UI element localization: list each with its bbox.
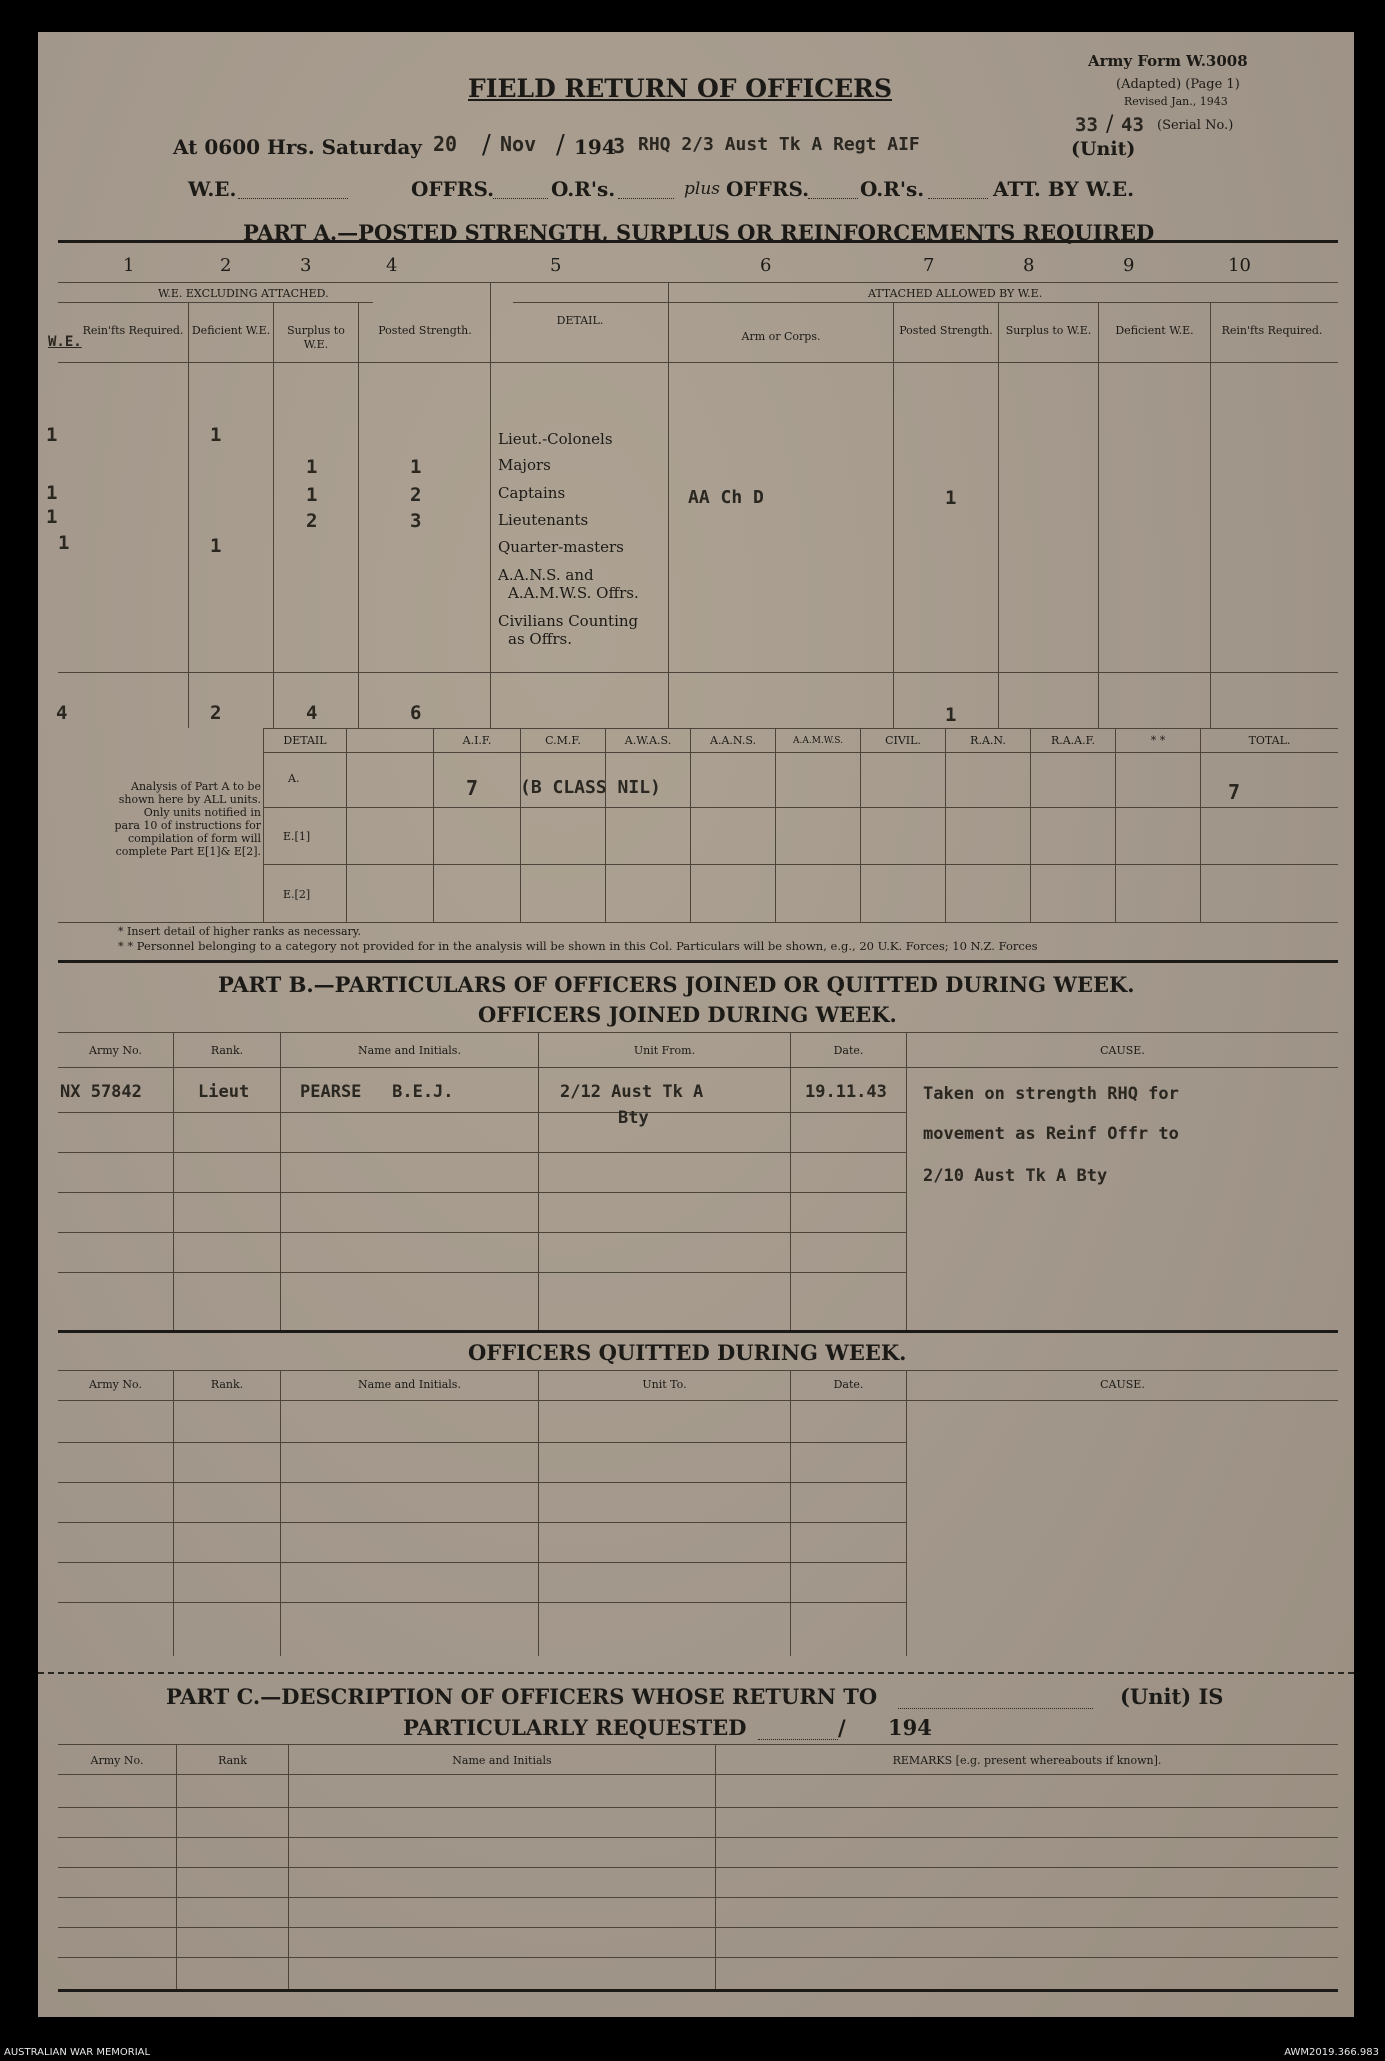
part-c-col-name: Name and Initials [452,1754,552,1767]
analysis-note: Analysis of Part A to be shown here by ALL units. Only units notified in para 10 of instructions for compilation of form will complete Part E[1]& E[2]. [114,780,261,858]
joined-col-army-no: Army No. [89,1044,142,1057]
total-posted: 6 [410,702,422,724]
serial-a: 33 [1075,114,1098,136]
rank-quartermasters: Quarter-masters [498,538,624,556]
att-surplus-header: Surplus to W.E. [1005,324,1092,337]
posted-entry-2: 2 [410,484,422,506]
quitted-col-unit-to: Unit To. [642,1378,687,1391]
analysis-cmf-value: (B CLASS NIL) [520,777,661,798]
ors-label: O.R's. [551,177,616,201]
serial-b: 43 [1121,114,1144,136]
rank-aans: A.A.N.S. and [498,566,594,584]
part-c-unit: (Unit) IS [1120,1684,1224,1709]
quitted-col-date: Date. [833,1378,864,1391]
joined-cause-2: movement as Reinf Offr to [923,1124,1179,1144]
arm-corps-header: Arm or Corps. [741,330,821,343]
return-month: Nov [500,132,537,156]
form-title: FIELD RETURN OF OFFICERS [468,74,893,103]
reinf-required-header: Rein'fts Required. [82,324,184,337]
footnote-2: * * Personnel belonging to a category not provided for in the analysis will be shown in this Col. Particulars will be shown, e.g., 20 U.K. Forces; 10 N.Z. Forces [118,939,1038,953]
rank-civilians: Civilians Counting [498,612,639,630]
joined-col-name: Name and Initials. [358,1044,461,1057]
part-a-heading: PART A.—POSTED STRENGTH, SURPLUS OR REINFORCEMENTS REQUIRED [243,220,1155,245]
unit-name: RHQ 2/3 Aust Tk A Regt AIF [638,134,920,155]
posted-header: Posted Strength. [378,324,472,337]
analysis-head-aamws: A.A.M.W.S. [792,736,844,746]
return-day: 20 [433,132,458,156]
total-surplus: 4 [306,702,318,724]
detail-header: DETAIL. [556,314,604,327]
analysis-head-other: * * [1150,734,1166,747]
deficient-entry-1: 1 [210,424,222,446]
unit-label: (Unit) [1071,138,1136,160]
joined-cause-3: 2/10 Aust Tk A Bty [923,1166,1108,1186]
surplus-header: Surplus to W.E. [287,324,345,351]
surplus-entry-1: 1 [306,456,318,478]
joined-cause-1: Taken on strength RHQ for [923,1084,1179,1104]
quitted-col-army-no: Army No. [89,1378,142,1391]
reinf-entry-3: 1 [46,506,58,528]
joined-army-no: NX 57842 [60,1082,142,1102]
form-sheet: Army Form W.3008 (Adapted) (Page 1) Revised Jan., 1943 FIELD RETURN OF OFFICERS At 0600 Hrs. Saturday 20 / Nov / 194 3 RHQ 2/3 Aust Tk A Regt AIF (Unit) 33 / 43 (Serial No.) W.E. OFFRS. O.R's. plus OFFRS. O.R's. ATT. BY W.E. PART A.—POSTED STRENGTH, SURPLUS OR REINFORCEMENTS REQUIRED 1 2 3 4 5 6 7 8 9 10 W.E. EXCLUDING ATTACHED. ATTACHED ALLOWED BY W.E. Rein'fts Required. Deficient W.E. Surplus to W.E. Posted Strength. DETAIL. Arm or Corps. Posted Strength. Surplus to W.E. Deficient W.E. Rein'fts Required. W.E. Lieut.-Colonels Majors Captains Lieutenants Quarter-masters A.A.N.S. and A.A.M.W.S. Offrs. Civilians Counting as Offrs. 1 1 1 1 1 1 1 1 2 1 2 3 AA Ch D 1 4 2 4 6 1 DETAIL A.I.F. C.M.F. A.W.A.S. A.A.N.S. A.A.M.W.S. CIVIL. R.A.N. R.A.A.F. * * TOTAL. A. E.[1] E.[2] Analysis of Part A to be shown here by ALL units. Only units notified in para 10 of instructions for compilation of form will complete Part E[1]& E[2]. 7 (B CLASS NIL) 7 * Insert detail of higher ranks as necessary. * * Personnel belonging to a category not provided for in the analysis will be shown in this Col. Particulars will be shown, e.g., 20 U.K. Forces; 10 N.Z. Forces PART B.—PARTICULARS OF OFFICERS JOINED OR QUITTED DURING WEEK. OFFICERS JOINED DURING WEEK. Army No. Rank. Name and Initials. Unit From. Date. CAUSE. NX 57842 Lieut PEARSE B.E.J. 2/12 Aust Tk A Bty 19.11.43 Taken on strength RHQ for movement as Reinf Offr to 2/10 Aust Tk A Bty OFFICERS QUITTED DURING WEEK. Army No. Rank. Name and Initials. Unit To. Date. CAUSE. PART C.—DESCRIPTION OF OFFICERS WHOSE RETURN TO (Unit) IS PARTICULARLY REQUESTED / 194 Army No. Rank Name and Initials REMARKS [e.g. present whereabouts if known]. [38,32,1354,2017]
rank-aamws: A.A.M.W.S. Offrs. [508,584,639,602]
analysis-head-civil: CIVIL. [885,734,921,747]
form-adapted: (Adapted) (Page 1) [1116,77,1240,92]
col-number-9: 9 [1123,255,1135,276]
joined-col-unit-from: Unit From. [633,1044,696,1057]
part-c-col-army-no: Army No. [90,1754,144,1767]
joined-rank: Lieut [198,1082,250,1102]
part-c-heading-2: PARTICULARLY REQUESTED [403,1715,747,1740]
part-c-year: 194 [888,1715,932,1740]
analysis-head-awas: A.W.A.S. [624,734,672,747]
rank-captains: Captains [498,484,566,502]
rank-as-offrs: as Offrs. [508,630,572,648]
analysis-row-e2: E.[2] [283,888,311,901]
att-deficient-header: Deficient W.E. [1115,324,1194,337]
analysis-total-value: 7 [1228,780,1241,804]
col-number-6: 6 [760,255,772,276]
total-att-posted: 1 [945,704,957,726]
att-reinf-header: Rein'fts Required. [1221,324,1323,337]
analysis-head-aif: A.I.F. [462,734,492,747]
surplus-entry-2: 1 [306,484,318,506]
deficient-entry-2: 1 [210,535,222,557]
posted-entry-3: 3 [410,510,422,532]
we-excluding-label: W.E. EXCLUDING ATTACHED. [158,287,329,300]
we-label: W.E. [188,177,237,201]
joined-col-date: Date. [833,1044,864,1057]
rank-majors: Majors [498,456,551,474]
surplus-entry-3: 2 [306,510,318,532]
analysis-row-a: A. [288,772,300,785]
part-c-col-rank: Rank [218,1754,247,1767]
reinf-entry-4: 1 [58,532,70,554]
posted-entry-1: 1 [410,456,422,478]
att-label: ATT. BY W.E. [993,177,1135,201]
col-number-4: 4 [386,255,398,276]
footer-right: AWM2019.366.983 [1284,2047,1379,2058]
col-number-10: 10 [1228,255,1251,276]
at-hours-label: At 0600 Hrs. Saturday [173,135,422,159]
reinf-entry-2: 1 [46,482,58,504]
footer-left: AUSTRALIAN WAR MEMORIAL [4,2047,151,2058]
year-digit: 3 [613,134,626,158]
total-reinf: 4 [56,702,68,724]
rank-lieut-colonels: Lieut.-Colonels [498,430,613,448]
analysis-head-cmf: C.M.F. [545,734,581,747]
joined-date: 19.11.43 [805,1082,887,1102]
joined-unit-from-1: 2/12 Aust Tk A [560,1082,704,1102]
analysis-head-ran: R.A.N. [970,734,1006,747]
joined-name: PEARSE B.E.J. [300,1082,454,1102]
joined-col-cause: CAUSE. [1100,1044,1145,1057]
col-number-3: 3 [300,255,312,276]
offrs-label-2: OFFRS. [726,177,810,201]
total-deficient: 2 [210,702,222,724]
analysis-head-raaf: R.A.A.F. [1050,734,1096,747]
plus-label: plus [684,179,720,199]
attached-allowed-label: ATTACHED ALLOWED BY W.E. [868,287,1043,300]
analysis-head-aans: A.A.N.S. [710,734,756,747]
analysis-row-e1: E.[1] [283,830,311,843]
we-marker: W.E. [48,334,82,350]
col-number-2: 2 [220,255,232,276]
joined-heading: OFFICERS JOINED DURING WEEK. [478,1002,897,1027]
att-posted-entry: 1 [945,487,957,509]
col-number-7: 7 [923,255,935,276]
quitted-col-rank: Rank. [210,1378,244,1391]
rank-lieutenants: Lieutenants [498,511,589,529]
arm-corps-entry: AA Ch D [688,487,764,508]
quitted-col-name: Name and Initials. [358,1378,461,1391]
part-c-heading-1: PART C.—DESCRIPTION OF OFFICERS WHOSE RETURN TO [166,1684,878,1709]
col-number-5: 5 [550,255,562,276]
joined-col-rank: Rank. [210,1044,244,1057]
form-revised: Revised Jan., 1943 [1124,95,1228,108]
analysis-head-total: TOTAL. [1248,734,1291,747]
col-number-8: 8 [1023,255,1035,276]
quitted-col-cause: CAUSE. [1100,1378,1145,1391]
att-posted-header: Posted Strength. [899,324,993,337]
analysis-head-detail: DETAIL [283,734,327,747]
form-number: Army Form W.3008 [1088,52,1248,70]
ors-label-2: O.R's. [860,177,925,201]
reinf-entry-1: 1 [46,424,58,446]
year-prefix: 194 [574,135,616,159]
joined-unit-from-2: Bty [618,1108,649,1128]
part-c-col-remarks: REMARKS [e.g. present whereabouts if known]. [892,1754,1162,1767]
col-number-1: 1 [123,255,135,276]
serial-label: (Serial No.) [1157,118,1234,133]
part-b-heading: PART B.—PARTICULARS OF OFFICERS JOINED OR QUITTED DURING WEEK. [218,972,1135,997]
footnote-1: * Insert detail of higher ranks as necessary. [118,925,362,938]
deficient-header: Deficient W.E. [191,324,271,337]
offrs-label: OFFRS. [411,177,495,201]
analysis-aif-value: 7 [466,776,479,800]
quitted-heading: OFFICERS QUITTED DURING WEEK. [468,1340,907,1365]
